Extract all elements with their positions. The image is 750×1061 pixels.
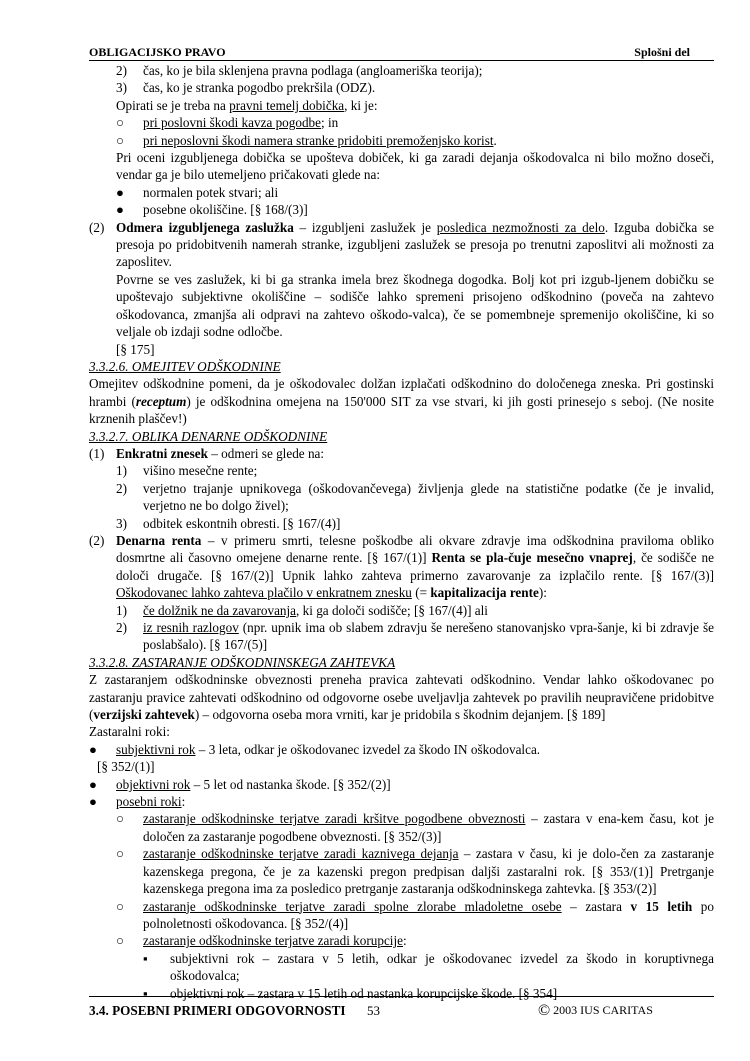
paragraph: Opirati se je treba na pravni temelj dobička, ki je: [116,97,378,113]
numbered-paragraph: (2) Denarna renta – v primeru smrti, telesne poškodbe ali okvare zdravje ima odškodnina praviloma obliko dosmrtne ali časovno omejene denarne rente. [§ 167/(1)] Renta se pla-čuje mesečno vnaprej, če sodišče ne določi drugače. [§ 167/(2)] Upnik lahko zahteva primerno zavarovanje za izplačilo rente. [§ 167/(3)] Oškodovanec lahko zahteva plačilo v enkratnem znesku (= kapitalizacija rente): [89,532,714,601]
paragraph: Povrne se ves zaslužek, ki bi ga stranka imela brez škodnega dogodka. Bolj kot pri izgub-ljenem dobičku se upoštevajo subjektivne okoliščine – sodišče lahko spremeni prisojeno odškodnino (poveča na zahtevo oškodovanca, zmanjša ali odpravi na zahtevo oškodo-valca), če se pomembneje spremenijo okoliščine, ki so veljale ob izdaji sodne odločbe. [116,271,714,340]
copyright-icon: © [538,1002,551,1019]
section-heading: 3.3.2.7. OBLIKA DENARNE ODŠKODNINE [89,428,328,444]
list-item: ○ zastaranje odškodninske terjatve zaradi kaznivega dejanja – zastara v času, ki je dolo-čen za zastaranje kazenskega pregona, če je za kazenski pregon predpisan daljši zastaralni rok. [§ 353/(1)] Pretrganje kazenskega pregona ima za posledico pretrganje zastaranja odškodninskega zahtevka. [§ 353/(2)] [116,846,714,897]
numbered-paragraph: (2) Odmera izgubljenega zaslužka – izgubljeni zaslužek je posledica nezmožnosti za delo. Izguba dobička se presoja po pridobitvenih namerah stranke, izgubljeni zaslužek se presoja po trenutni zaposlitvi ali možnosti za zaposlitev. [89,219,714,270]
list-item: ○ zastaranje odškodninske terjatve zaradi korupcije: [116,933,407,949]
list-item: 2) čas, ko je bila sklenjena pravna podlaga (angloameriška teorija); [116,63,483,78]
list-item: ▪ subjektivni rok – zastara v 5 letih, odkar je oškodovanec izvedel za škodo in koruptivnega oškodovalca; [143,950,714,984]
list-item: 1) če dolžnik ne da zavarovanja, ki ga določi sodišče; [§ 167/(4)] ali [116,602,488,618]
section-heading: 3.4. POSEBNI PRIMERI ODGOVORNOSTI [89,1002,346,1018]
copyright: © 2003 IUS CARITAS [538,1002,653,1019]
header-title: OBLIGACIJSKO PRAVO [89,45,226,59]
list-item: ○ zastaranje odškodninske terjatve zaradi kršitve pogodbene obveznosti – zastara v ena-kem času, kot je določen za zastaranje pogodbene obveznosti. [§ 352/(3)] [116,811,714,844]
citation: [§ 175] [116,341,155,357]
list-item: 2) verjetno trajanje upnikovega (oškodovančevega) življenja glede na statistične podatke (če je invalid, verjetno ne bo dolgo živel); [116,480,714,514]
paragraph: Pri oceni izgubljenega dobička se upošteva dobiček, ki ga zaradi dejanja oškodovalca ni bilo možno doseči, vendar ga je bilo utemeljeno pričakovati glede na: [116,150,714,183]
list-item: ○ zastaranje odškodninske terjatve zaradi spolne zlorabe mladoletne osebe – zastara v 15 letih po polnoletnosti oškodovanca. [§ 352/(4)] [116,898,714,931]
list-item: ● subjektivni rok – 3 leta, odkar je oškodovanec izvedel za škodo IN oškodovalca. [89,741,541,757]
list-item: ● objektivni rok – 5 let od nastanka škode. [§ 352/(2)] [89,776,391,792]
list-item: ● posebne okoliščine. [§ 168/(3)] [116,202,308,218]
numbered-paragraph: (1) Enkratni znesek – odmeri se glede na: [89,445,325,461]
page-header [89,44,714,61]
list-item: 1) višino mesečne rente; [116,463,258,479]
list-item: 3) čas, ko je stranka pogodbo prekršila (ODZ). [116,80,376,96]
list-item: ● posebni roki: [89,794,186,810]
paragraph: Z zastaranjem odškodninske obveznosti preneha pravica zahtevati odškodnino. Vendar lahko oškodovanec po zastaranju pravice zahtevati odškodnino od odgovorne osebe uveljavlja zahtevek po pravilih neupravičene pridobitve (verzijski zahtevek) – odgovorna oseba mora vrniti, kar je pridobila s škodnim dejanjem. [§ 189] [89,672,714,723]
section-heading: 3.3.2.8. ZASTARANJE ODŠKODNINSKEGA ZAHTEVKA [89,654,396,670]
citation: [§ 352/(1)] [97,759,155,775]
paragraph: Omejitev odškodnine pomeni, da je oškodovalec dolžan izplačati odškodnino do določenega zneska. Pri gostinski hrambi (receptum) je odškodnina omejena na 150'000 SIT za vse stvari, ki jih gosti prinesejo s seboj. (Ne nosite krznenih plaščev!) [89,376,714,427]
list-item: 2) iz resnih razlogov (npr. upnik ima ob slabem zdravju še nerešeno stanovanjsko vpra-šanje, ki bi zdravje še poslabšalo). [§ 167/(5)] [116,620,714,653]
list-item: ○ pri poslovni škodi kavza pogodbe; in [116,115,339,131]
header-section: Splošni del [634,45,690,59]
list-item: ▪ objektivni rok – zastara v 15 letih od nastanka korupcijske škode. [§ 354] [143,985,558,1001]
list-item: ○ pri neposlovni škodi namera stranke pridobiti premoženjsko korist. [116,132,497,148]
section-heading: 3.3.2.6. OMEJITEV ODŠKODNINE [89,358,281,374]
document-body [89,62,714,1019]
page-number: 53 [367,1003,380,1018]
paragraph: Zastaralni roki: [89,724,170,740]
list-item: 3) odbitek eskontnih obresti. [§ 167/(4)] [116,515,341,531]
list-item: ● normalen potek stvari; ali [116,184,279,200]
